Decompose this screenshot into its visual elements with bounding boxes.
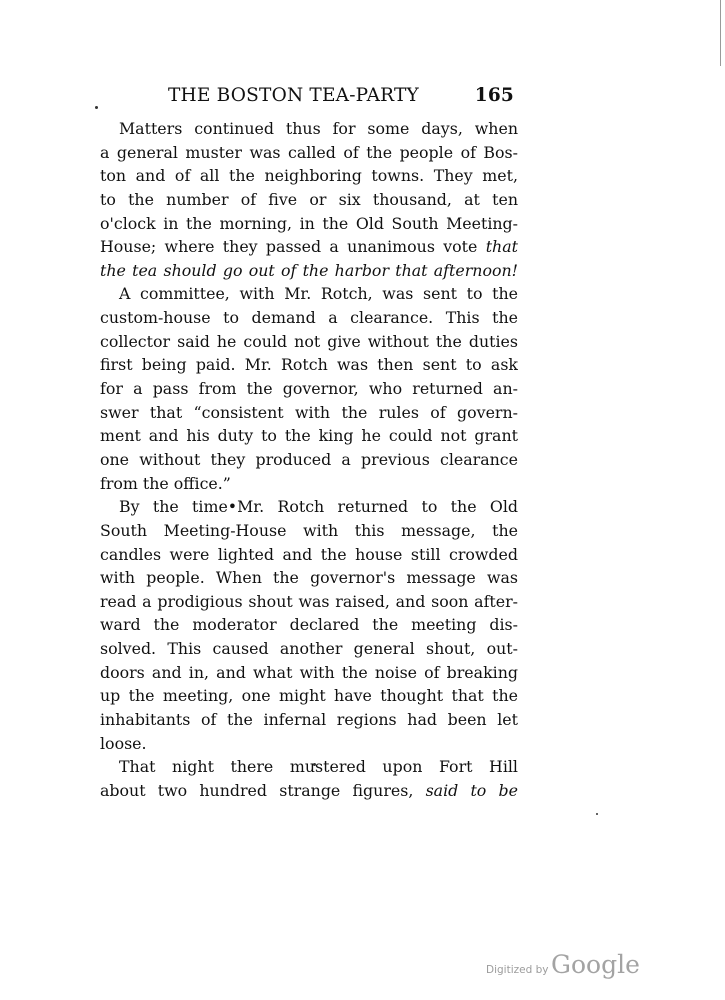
google-logo: Google [551, 950, 640, 979]
text-line: candles were lighted and the house still crowded [100, 544, 518, 564]
text-line: swer that “consistent with the rules of govern- [100, 402, 518, 422]
text-line: By the time•Mr. Rotch returned to the Old [119, 497, 518, 517]
text-line: custom-house to demand a clearance. This the [100, 308, 518, 328]
running-title: THE BOSTON TEA-PARTY [168, 85, 419, 106]
text-line: ton and of all the neighboring towns. They met, [100, 166, 518, 186]
text-line: first being paid. Mr. Rotch was then sent to ask [100, 355, 518, 375]
page-number: 165 [474, 85, 514, 106]
text-line: inhabitants of the infernal regions had been let [100, 710, 518, 730]
text-line: Matters continued thus for some days, when [119, 119, 518, 138]
text-line: o'clock in the morning, in the Old South Meeting- [100, 213, 518, 233]
text-line: collector said he could not give without the duties [100, 331, 518, 351]
text-line: to the number of five or six thousand, at ten [100, 189, 518, 209]
text-line: solved. This caused another general shout, out- [100, 639, 518, 659]
text-line: ment and his duty to the king he could not grant [100, 426, 518, 446]
text-line: ward the moderator declared the meeting dis- [100, 615, 518, 635]
text-line: South Meeting-House with this message, the [100, 520, 518, 540]
print-speck [596, 813, 598, 815]
body-text [100, 117, 518, 803]
text-line: with people. When the governor's message was [100, 568, 518, 588]
text-line: for a pass from the governor, who returned an- [100, 379, 518, 399]
digitized-by-label: Digitized by [486, 964, 549, 976]
text-line: That night there mustered upon Fort Hill [119, 757, 518, 777]
text-line: doors and in, and what with the noise of breaking [100, 662, 518, 682]
text-line: a general muster was called of the people of Bos- [100, 142, 518, 162]
text-line: from the office.” [100, 473, 231, 493]
page-edge-line [720, 0, 721, 66]
text-line: read a prodigious shout was raised, and soon after- [100, 591, 518, 611]
google-digitized-watermark [486, 950, 646, 984]
page-header [100, 85, 518, 111]
text-line: A committee, with Mr. Rotch, was sent to the [119, 284, 518, 304]
text-line: one without they produced a previous clearance [100, 449, 518, 469]
text-line: House; where they passed a unanimous vote that [100, 237, 518, 257]
text-line: loose. [100, 733, 147, 753]
text-line: about two hundred strange figures, said to be [100, 780, 518, 800]
print-speck [95, 106, 98, 109]
text-line: the tea should go out of the harbor that afternoon! [100, 260, 518, 280]
text-line: up the meeting, one might have thought that the [100, 686, 518, 706]
